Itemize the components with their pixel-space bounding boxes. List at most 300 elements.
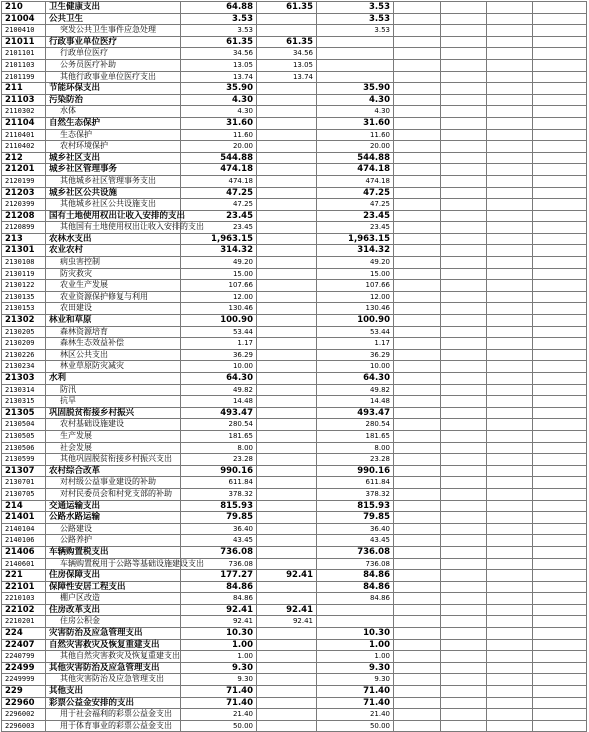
empty-cell [394,291,441,303]
empty-cell [533,396,587,408]
empty-cell [487,199,533,211]
row-basic-expenditure [257,465,317,477]
row-name: 农业生产发展 [46,280,181,292]
row-basic-expenditure [257,512,317,524]
empty-cell [394,442,441,454]
row-name: 自然灾害救灾及恢复重建支出 [46,639,181,651]
row-project-expenditure: 1.17 [317,338,394,350]
row-project-expenditure: 1,963.15 [317,233,394,245]
row-name: 彩票公益金安排的支出 [46,697,181,709]
empty-cell [487,442,533,454]
table-row [2,593,587,605]
row-code: 21201 [2,164,46,176]
table-row [2,303,587,315]
empty-cell [533,106,587,118]
row-project-expenditure: 50.00 [317,720,394,732]
row-total: 49.20 [181,257,257,269]
row-basic-expenditure: 92.41 [257,616,317,628]
empty-cell [487,141,533,153]
row-basic-expenditure [257,500,317,512]
row-total: 107.66 [181,280,257,292]
empty-cell [441,628,487,640]
row-name: 自然生态保护 [46,117,181,129]
row-name: 生产发展 [46,430,181,442]
empty-cell [394,106,441,118]
row-project-expenditure: 474.18 [317,164,394,176]
row-total: 36.29 [181,349,257,361]
row-code: 22960 [2,697,46,709]
row-total: 736.08 [181,558,257,570]
table-row [2,164,587,176]
empty-cell [441,720,487,732]
row-basic-expenditure [257,581,317,593]
empty-cell [533,187,587,199]
row-basic-expenditure [257,454,317,466]
table-row [2,720,587,732]
empty-cell [487,720,533,732]
empty-cell [533,570,587,582]
row-project-expenditure: 21.40 [317,709,394,721]
empty-cell [487,570,533,582]
empty-cell [487,512,533,524]
table-row [2,326,587,338]
row-basic-expenditure [257,720,317,732]
table-row [2,686,587,698]
empty-cell [394,477,441,489]
empty-cell [441,13,487,25]
row-name: 公务员医疗补助 [46,59,181,71]
empty-cell [533,558,587,570]
empty-cell [441,396,487,408]
empty-cell [441,315,487,327]
empty-cell [441,662,487,674]
row-code: 2101199 [2,71,46,83]
row-project-expenditure: 71.40 [317,686,394,698]
empty-cell [441,117,487,129]
empty-cell [394,71,441,83]
empty-cell [441,697,487,709]
row-basic-expenditure: 13.74 [257,71,317,83]
table-row [2,373,587,385]
row-project-expenditure: 49.20 [317,257,394,269]
row-project-expenditure: 36.29 [317,349,394,361]
row-total: 8.00 [181,442,257,454]
empty-cell [394,384,441,396]
empty-cell [441,477,487,489]
row-code: 2130506 [2,442,46,454]
empty-cell [441,187,487,199]
row-project-expenditure: 71.40 [317,697,394,709]
table-row [2,570,587,582]
empty-cell [394,187,441,199]
row-code: 2130314 [2,384,46,396]
row-basic-expenditure [257,477,317,489]
row-name: 农村基础设施建设 [46,419,181,431]
row-total: 4.30 [181,94,257,106]
empty-cell [394,13,441,25]
empty-cell [533,175,587,187]
empty-cell [441,361,487,373]
empty-cell [533,581,587,593]
row-total: 13.74 [181,71,257,83]
empty-cell [394,175,441,187]
empty-cell [394,338,441,350]
empty-cell [533,407,587,419]
row-name: 抗旱 [46,396,181,408]
row-code: 2130705 [2,488,46,500]
row-name: 行政事业单位医疗 [46,36,181,48]
empty-cell [487,500,533,512]
row-name: 住房改革支出 [46,604,181,616]
row-project-expenditure [317,616,394,628]
table-row [2,604,587,616]
row-basic-expenditure: 61.35 [257,36,317,48]
table-row [2,36,587,48]
row-code: 213 [2,233,46,245]
empty-cell [487,523,533,535]
empty-cell [441,419,487,431]
empty-cell [394,465,441,477]
table-row [2,477,587,489]
empty-cell [487,546,533,558]
empty-cell [394,581,441,593]
empty-cell [533,210,587,222]
row-total: 47.25 [181,199,257,211]
empty-cell [533,454,587,466]
row-project-expenditure: 43.45 [317,535,394,547]
empty-cell [533,268,587,280]
empty-cell [533,315,587,327]
row-total: 21.40 [181,709,257,721]
row-total: 1.17 [181,338,257,350]
empty-cell [394,546,441,558]
table-row [2,2,587,14]
empty-cell [441,686,487,698]
row-code: 21301 [2,245,46,257]
row-project-expenditure: 31.60 [317,117,394,129]
empty-cell [533,419,587,431]
row-project-expenditure: 15.00 [317,268,394,280]
row-total: 474.18 [181,175,257,187]
empty-cell [533,523,587,535]
table-row [2,71,587,83]
empty-cell [487,465,533,477]
row-name: 突发公共卫生事件应急处理 [46,25,181,37]
row-project-expenditure: 64.30 [317,373,394,385]
row-name: 节能环保支出 [46,83,181,95]
row-basic-expenditure: 13.05 [257,59,317,71]
empty-cell [487,581,533,593]
empty-cell [394,257,441,269]
row-project-expenditure: 9.30 [317,674,394,686]
row-total: 12.00 [181,291,257,303]
row-name: 公共卫生 [46,13,181,25]
empty-cell [487,117,533,129]
row-total: 3.53 [181,25,257,37]
row-total: 378.32 [181,488,257,500]
empty-cell [533,291,587,303]
row-code: 2130234 [2,361,46,373]
empty-cell [394,639,441,651]
table-row [2,581,587,593]
row-basic-expenditure [257,396,317,408]
row-project-expenditure: 14.48 [317,396,394,408]
empty-cell [487,175,533,187]
empty-cell [487,674,533,686]
empty-cell [441,245,487,257]
row-total: 100.90 [181,315,257,327]
empty-cell [394,407,441,419]
empty-cell [441,500,487,512]
table-row [2,546,587,558]
row-total: 31.60 [181,117,257,129]
row-total: 9.30 [181,662,257,674]
empty-cell [394,419,441,431]
empty-cell [487,129,533,141]
row-code: 2101101 [2,48,46,60]
table-row [2,25,587,37]
row-name: 农田建设 [46,303,181,315]
row-project-expenditure: 11.60 [317,129,394,141]
row-project-expenditure: 84.86 [317,581,394,593]
row-basic-expenditure [257,280,317,292]
table-row [2,338,587,350]
table-row [2,210,587,222]
row-project-expenditure: 35.90 [317,83,394,95]
empty-cell [441,71,487,83]
row-total: 84.86 [181,593,257,605]
row-code: 214 [2,500,46,512]
row-name: 森林生态效益补偿 [46,338,181,350]
empty-cell [533,628,587,640]
row-total: 474.18 [181,164,257,176]
row-project-expenditure: 378.32 [317,488,394,500]
empty-cell [487,686,533,698]
empty-cell [441,152,487,164]
row-code: 2140104 [2,523,46,535]
row-code: 2130153 [2,303,46,315]
table-row [2,697,587,709]
row-code: 21004 [2,13,46,25]
row-total: 1.00 [181,651,257,663]
row-project-expenditure: 23.45 [317,222,394,234]
empty-cell [487,488,533,500]
row-project-expenditure: 20.00 [317,141,394,153]
table-row [2,48,587,60]
empty-cell [533,465,587,477]
empty-cell [441,199,487,211]
table-row [2,430,587,442]
row-total: 130.46 [181,303,257,315]
row-project-expenditure: 736.08 [317,558,394,570]
row-total: 23.45 [181,222,257,234]
row-name: 森林资源培育 [46,326,181,338]
table-row [2,152,587,164]
empty-cell [394,361,441,373]
row-project-expenditure [317,604,394,616]
empty-cell [394,210,441,222]
empty-cell [533,686,587,698]
empty-cell [487,407,533,419]
table-row [2,512,587,524]
empty-cell [487,164,533,176]
empty-cell [487,257,533,269]
row-code: 2296003 [2,720,46,732]
empty-cell [533,430,587,442]
empty-cell [441,407,487,419]
table-row [2,558,587,570]
row-code: 21406 [2,546,46,558]
row-code: 2110402 [2,141,46,153]
row-total: 181.65 [181,430,257,442]
table-row [2,141,587,153]
empty-cell [487,268,533,280]
row-project-expenditure [317,48,394,60]
table-row [2,222,587,234]
row-basic-expenditure [257,13,317,25]
empty-cell [441,94,487,106]
row-project-expenditure: 3.53 [317,13,394,25]
empty-cell [394,604,441,616]
row-name: 农村环境保护 [46,141,181,153]
empty-cell [441,384,487,396]
empty-cell [394,59,441,71]
empty-cell [441,280,487,292]
empty-cell [441,326,487,338]
row-code: 2130226 [2,349,46,361]
row-code: 21104 [2,117,46,129]
empty-cell [441,59,487,71]
row-total: 92.41 [181,604,257,616]
row-project-expenditure: 100.90 [317,315,394,327]
row-basic-expenditure [257,83,317,95]
empty-cell [441,373,487,385]
empty-cell [487,396,533,408]
row-code: 2120899 [2,222,46,234]
row-code: 2130315 [2,396,46,408]
row-code: 21305 [2,407,46,419]
row-total: 13.05 [181,59,257,71]
empty-cell [441,2,487,14]
empty-cell [533,152,587,164]
empty-cell [533,48,587,60]
row-total: 736.08 [181,546,257,558]
empty-cell [441,48,487,60]
row-total: 50.00 [181,720,257,732]
empty-cell [533,651,587,663]
row-project-expenditure: 84.86 [317,570,394,582]
empty-cell [487,651,533,663]
row-code: 22102 [2,604,46,616]
empty-cell [487,59,533,71]
row-basic-expenditure [257,152,317,164]
empty-cell [533,709,587,721]
row-project-expenditure: 47.25 [317,199,394,211]
empty-cell [487,326,533,338]
row-name: 其他支出 [46,686,181,698]
empty-cell [487,94,533,106]
empty-cell [441,535,487,547]
row-code: 2130701 [2,477,46,489]
empty-cell [441,570,487,582]
table-row [2,83,587,95]
table-row [2,419,587,431]
empty-cell [487,384,533,396]
row-code: 2110401 [2,129,46,141]
row-name: 车辆购置税用于公路等基础设施建设支出 [46,558,181,570]
empty-cell [441,546,487,558]
row-name: 病虫害控制 [46,257,181,269]
row-total: 15.00 [181,268,257,280]
row-project-expenditure [317,59,394,71]
row-name: 保障性安居工程支出 [46,581,181,593]
empty-cell [533,697,587,709]
empty-cell [487,604,533,616]
row-project-expenditure: 3.53 [317,2,394,14]
empty-cell [533,13,587,25]
row-project-expenditure [317,36,394,48]
empty-cell [533,199,587,211]
row-project-expenditure: 49.82 [317,384,394,396]
table-row [2,616,587,628]
empty-cell [394,48,441,60]
empty-cell [394,141,441,153]
row-name: 灾害防治及应急管理支出 [46,628,181,640]
table-row [2,523,587,535]
row-project-expenditure: 3.53 [317,25,394,37]
row-code: 224 [2,628,46,640]
row-basic-expenditure [257,697,317,709]
empty-cell [533,349,587,361]
empty-cell [441,129,487,141]
empty-cell [441,558,487,570]
table-row [2,500,587,512]
row-code: 212 [2,152,46,164]
empty-cell [487,25,533,37]
empty-cell [441,674,487,686]
row-code: 2240799 [2,651,46,663]
row-basic-expenditure [257,291,317,303]
row-basic-expenditure [257,199,317,211]
row-project-expenditure [317,71,394,83]
empty-cell [533,257,587,269]
row-code: 2249999 [2,674,46,686]
row-name: 住房保障支出 [46,570,181,582]
row-basic-expenditure [257,639,317,651]
row-project-expenditure: 79.85 [317,512,394,524]
row-total: 10.00 [181,361,257,373]
empty-cell [533,94,587,106]
row-basic-expenditure [257,233,317,245]
row-total: 71.40 [181,697,257,709]
row-code: 2140601 [2,558,46,570]
empty-cell [441,639,487,651]
table-row [2,175,587,187]
row-code: 21203 [2,187,46,199]
empty-cell [533,222,587,234]
empty-cell [533,616,587,628]
empty-cell [394,558,441,570]
empty-cell [487,558,533,570]
row-code: 21103 [2,94,46,106]
empty-cell [487,291,533,303]
empty-cell [487,454,533,466]
row-total: 71.40 [181,686,257,698]
empty-cell [441,233,487,245]
row-total: 611.84 [181,477,257,489]
row-total: 64.88 [181,2,257,14]
empty-cell [533,477,587,489]
